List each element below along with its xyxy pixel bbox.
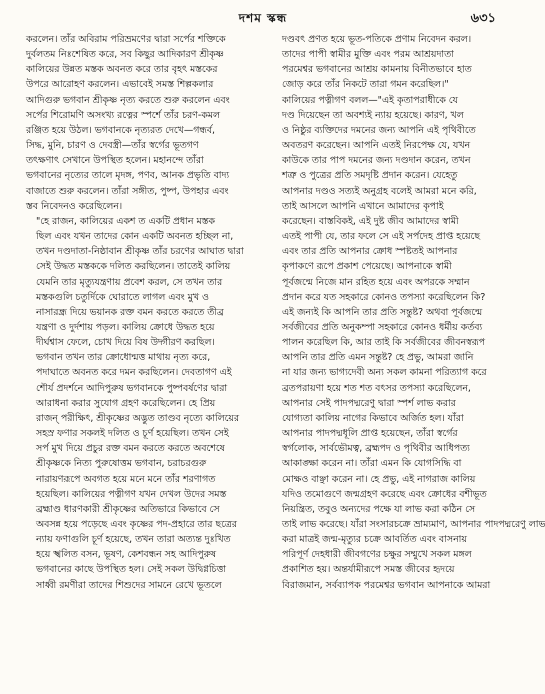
- paragraph: [26, 32, 252, 214]
- text-line: ন্যায় ফণাগুলি চূর্ণ হয়েছে, তখন তারা অত্যন্ত দুঃখিত: [36, 534, 231, 546]
- text-line: ভগবানের নৃত্যের তালে মৃদঙ্গ, পণব, আনক প্রভৃতি বাদ্য: [26, 170, 230, 182]
- text-line: ব্রহ্মাণ্ড ধারণকারী শ্রীকৃষ্ণের অতিভারে কিভাবে সে: [36, 503, 220, 515]
- text-line: রঞ্জিত হয়ে উঠল। ভগবানকে নৃত্যরত দেখে—গন্ধর্ব,: [26, 124, 215, 136]
- text-line: শত্রু ও পুত্রের প্রতি সমদৃষ্টি প্রদান করেন। যেহেতু: [282, 170, 458, 182]
- text-line: হয়ে স্খলিত বসন, ভূষণ, কেশবন্ধন সহ আদিপুরুষ: [36, 549, 216, 561]
- text-line: প্রকাশিত হয়। অন্তর্যামীরূপে সমস্ত জীবের হৃদয়ে: [282, 564, 455, 576]
- text-line: বিরাজমান, সর্বব্যাপক পরমেশ্বর ভগবান আপনাকে আমরা: [282, 579, 491, 591]
- text-line: বাজাতে শুরু করলেন। তাঁরা সঙ্গীত, পুষ্প, উপহার এবং: [26, 185, 229, 197]
- paragraph: [272, 32, 500, 93]
- paragraph: [26, 214, 252, 593]
- text-line: আপনি তার প্রতি এমন সন্তুষ্ট? হে প্রভু, আমরা জানি: [282, 352, 474, 364]
- text-line: আকাঙ্ক্ষা করেন না। তাঁরা এমন কি যোগসিদ্ধি বা: [282, 458, 462, 470]
- text-line: দীর্ঘশ্বাস ফেলে, চোখ দিয়ে বিষ উদ্গীরণ করছিল।: [36, 337, 215, 349]
- text-line: সেই উদ্ধত মস্তককে দলিত করছিলেন। তাতেই কালিয়: [36, 261, 231, 273]
- text-line: অবতরণ করেছেন। আপনি এতই নিরপেক্ষ যে, যখন: [282, 140, 471, 152]
- text-line: অবসন্ন হয়ে পড়েছে এবং কৃষ্ণের পদ-প্রহারে তার ছত্রের: [36, 519, 237, 530]
- text-line: যদিও তমোগুণে জন্মগ্রহণ করেছে এবং ক্রোধের বশীভূত: [282, 488, 487, 500]
- text-line: ভগবানের কাছে উপস্থিত হল। সেই সকল উদ্বিগ্নচিত্তা: [36, 564, 227, 576]
- running-head: দশম স্কন্ধ: [238, 11, 288, 25]
- text-line: সাধ্বী রমণীরা তাদের শিশুদের সামনে রেখে ভূতলে: [36, 579, 222, 591]
- text-line: এই জন্যই কি আপনি তার প্রতি সন্তুষ্ট? অথবা পূর্বজন্মে: [282, 306, 483, 318]
- text-line: কালিয়ের পত্নীগণ বলল—"এই কৃতাপরাধীকে যে: [282, 94, 458, 106]
- page-header: [26, 6, 500, 28]
- right-column: [272, 32, 545, 593]
- text-line: শ্রীকৃষ্ণকে নিত্য পুরুষোত্তম ভগবান, চরাচরগুরু: [36, 458, 207, 470]
- text-line: নিয়ন্ত্রিত, তবুও অন্যদের পক্ষে যা লাভ করা কঠিন সে: [282, 503, 476, 515]
- text-line: আপনার পাদপদ্মধূলি প্রাপ্ত হয়েছেন, তাঁরা স্বর্গের: [282, 428, 458, 440]
- text-line: উপরে আরোহণ করলেন। এভাবেই সমস্ত শিল্পকলার: [26, 79, 214, 91]
- text-line: "হে রাজন, কালিয়ের একশ ত একটি প্রধান মস্তক: [36, 215, 215, 227]
- text-line: যেমনি তার মৃত্যুযন্ত্রণায় প্রবেশ করল, সে তখন তার: [36, 276, 223, 288]
- text-line: ও নিষ্ঠুর ব্যক্তিদের দমনের জন্য আপনি এই পৃথিবীতে: [282, 124, 476, 136]
- text-line: ছিল এবং যখন তাদের কোন একটি অবনত হচ্ছিল না,: [36, 231, 234, 243]
- text-line: পূর্বজন্মে নিজে মান রহিত হয়ে এবং অপরকে সম্মান: [282, 276, 470, 288]
- text-line: পালন করেছিল কি, আর তাই কি সর্বজীবের জীবনস্বরূপ: [282, 337, 485, 349]
- text-line: করলেন। তাঁর অবিরাম পরিভ্রমণের দ্বারা সর্পের শক্তিকে: [26, 34, 226, 45]
- text-line: তাই লাভ করেছে। যাঁরা সংসারচক্রে ভ্রাম্যমাণ, আপনার পাদপদ্মরেণু লাভ: [282, 519, 545, 530]
- text-line: ভগবান তখন তার ক্রোধোন্মত্ত মাথায় নৃত্য করে,: [36, 352, 211, 364]
- text-line: দুর্বলতম নিঃশেষিত করে, সব কিছুর আদিকারণ শ্রীকৃষ্ণ: [26, 49, 224, 61]
- text-line: দণ্ড দিয়েছেন তা অবশ্যই ন্যায় হয়েছে। কারণ, খল: [282, 109, 464, 121]
- text-line: সর্পের শিরোমণি অসংখ্য রত্নের স্পর্শে তাঁর চরণ-কমল: [26, 109, 220, 121]
- text-line: কাউকে তার পাপ দমনের জন্য দণ্ডদান করেন, তখন: [282, 155, 471, 167]
- left-column: [26, 32, 252, 593]
- text-line: যন্ত্রণা ও দুর্দশায় পড়ল। কালিয় ক্রোধে উদ্ধত হয়ে: [36, 321, 215, 333]
- paragraph: [272, 93, 545, 593]
- page-number: ৬৩১: [470, 11, 496, 26]
- text-line: না যার জন্য ভাগ্যদেবী অন্য সকল কামনা পরিত্যাগ করে: [282, 367, 487, 379]
- text-line: এতই পাপী যে, তার ফলে সে এই সর্পদেহ প্রাপ্ত হয়েছে: [282, 231, 480, 243]
- text-line: মোক্ষও বাঞ্ছা করেন না। হে প্রভু, এই নাগরাজ কালিয়: [282, 473, 476, 485]
- text-line: আদিগুরু ভগবান শ্রীকৃষ্ণ নৃত্য করতে শুরু করলেন এবং: [26, 94, 230, 106]
- text-line: তখন দণ্ডদাতা-নিষ্ঠাবান শ্রীকৃষ্ণ তাঁর চরণের আঘাত দ্বারা: [36, 246, 244, 258]
- text-line: ব্রতপরায়ণা হয়ে শত শত বৎসর তপস্যা করেছিলেন,: [282, 382, 471, 394]
- text-line: হয়েছিল। কালিয়ের পত্নীগণ যখন দেখল উদের সমস্ত: [36, 488, 227, 500]
- text-line: পরমেশ্বর ভগবানের আশ্রয় কামনায় বিনীতভাবে হাত: [282, 64, 472, 76]
- text-line: নারায়ণরূপে অবগত হয়ে মনে মনে তাঁর শরণাগত: [36, 473, 216, 485]
- text-line: আপনার সেই পাদপদ্মরেণু দ্বারা স্পর্শ লাভ করার: [282, 397, 456, 409]
- text-line: তৎক্ষণাৎ সেখানে উপস্থিত হলেন। মহানন্দে তাঁরা: [26, 155, 204, 167]
- text-line: কৃপাকণে রূপে প্রকাশ পেয়েছে। আপনাকে স্বামী: [282, 261, 452, 273]
- text-line: তাই আসলে আপনি এখানে আমাদের কৃপাই: [282, 200, 444, 212]
- text-line: স্তব নিবেদনও করেছিলেন।: [26, 200, 123, 212]
- text-line: করা মাত্রই জন্ম-মৃত্যুর চক্রে আবর্তিত এবং বাসনায়: [282, 534, 467, 546]
- text-line: আরাধনা করার সুযোগ গ্রহণ করেছিলেন। হে প্রিয়: [36, 397, 216, 409]
- text-line: দণ্ডবৎ প্রণত হয়ে ভূত-পতিকে প্রণাম নিবেদন করল।: [282, 34, 472, 45]
- text-line: তাদের পাপী স্বামীর মুক্তি এবং পরম আশ্রয়দাতা: [282, 49, 454, 61]
- text-line: করেছেন। বাস্তবিকই, এই দুষ্ট জীব আমাদের স্বামী: [282, 215, 459, 227]
- text-line: কালিয়ের উন্নত মস্তক অবনত করে তার বৃহৎ মস্তকের: [26, 64, 218, 76]
- text-line: জোড় করে তাঁর নিকটে তারা গমন করেছিল।": [282, 79, 449, 91]
- text-line: শৌর্য প্রদর্শনে আদিপুরুষ ভগবানকে পুষ্পবর্ষণের দ্বারা: [36, 382, 228, 394]
- text-line: সিদ্ধ, মুনি, চারণ ও দেবস্ত্রী—তাঁর স্বর্গের ভূতগণ: [26, 140, 199, 152]
- text-line: আপনার দণ্ডও সত্যই অনুগ্রহ বলেই আমরা মনে করি,: [282, 185, 477, 197]
- text-columns: [26, 32, 545, 593]
- text-line: পদাঘাতে অবনত করে দমন করছিলেন। দেবতাগণ এই: [36, 367, 232, 379]
- text-line: স্বর্গলোক, সার্বভৌমত্ব, ব্রহ্মপদ ও পৃথিবীর আধিপত্য: [282, 443, 470, 455]
- text-line: পরিপূর্ণ দেহধারী জীবগণের চক্ষুর সম্মুখে সকল মঙ্গল: [282, 549, 472, 561]
- text-line: প্রদান করে যত সহকারে কোনও তপস্যা করেছিলেন কি?: [282, 291, 486, 303]
- text-line: সহস্র ফণার সকলই দলিত ও চূর্ণ হয়েছিল। তখন সেই: [36, 428, 229, 440]
- text-line: মস্তকগুলি চতুর্দিকে ঘোরাতে লাগল এবং মুখ ও: [36, 291, 209, 303]
- text-line: রাজন্ পরীক্ষিৎ, শ্রীকৃষ্ণের অদ্ভুত তাণ্ডব নৃত্যে কালিয়ের: [36, 412, 240, 424]
- text-line: সর্বজীবের প্রতি অনুকম্পা সহকারে কোনও ধর্মীয় কর্তব্য: [282, 321, 483, 333]
- text-line: সর্প মুখ দিয়ে প্রচুর রক্ত বমন করতে করতে অবশেষে: [36, 443, 225, 455]
- text-line: এবং তার প্রতি আপনার ক্রোধ স্পষ্টতই আপনার: [282, 246, 458, 258]
- text-line: নাসারন্ধ্র দিয়ে ভয়ানক রক্ত বমন করতে করতে তীব্র: [36, 306, 224, 318]
- text-line: যোগ্যতা কালিয় নাগের কিভাবে অর্জিত হল। যাঁরা: [282, 412, 464, 424]
